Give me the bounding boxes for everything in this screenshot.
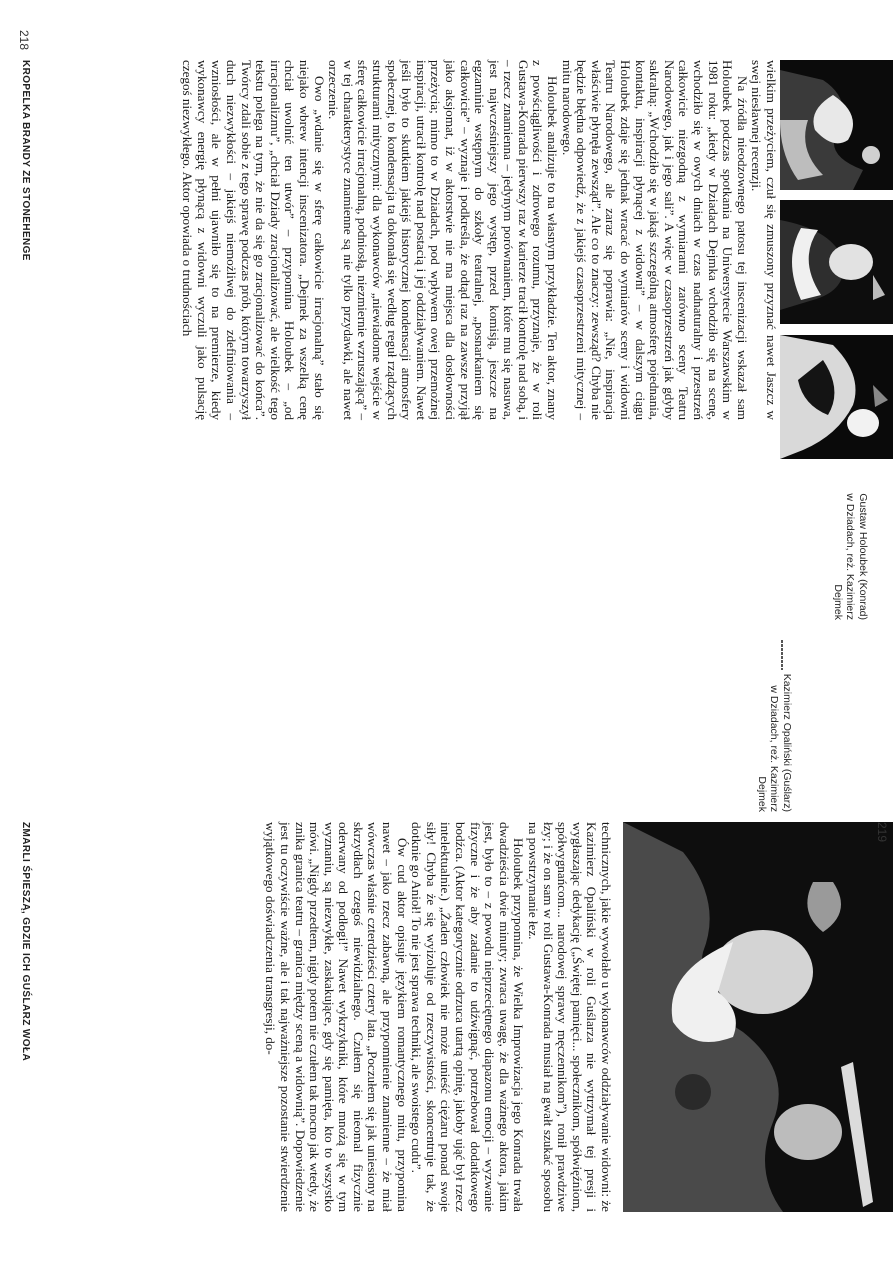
- photo-holoubek-2: [780, 200, 893, 324]
- caption-line: Dejmek: [832, 584, 844, 620]
- caption-line: Dejmek: [756, 776, 768, 812]
- photo-holoubek-3: [780, 335, 893, 459]
- running-head: KROPELKA BRANDY ZE STONEHENGE: [20, 60, 31, 261]
- left-page: [0, 0, 893, 631]
- photo-holoubek-1: [780, 60, 893, 190]
- page-number: 218: [17, 30, 31, 51]
- caption-line: Kazimierz Opaliński (Guślarz): [781, 673, 793, 812]
- paragraph: technicznych, jakie wywołało u wykonawców oddziaływanie widowni: że Kazimierz Opaliński w roli Guślarza nie wytrzymał tej presji i wygłaszając dedykację („Świętej pamięci... społecznikom, spółwięźniom, spółwygnańcom... narodowej sprawy męczennikom”), ronił prawdziwe łzy; i że on sam w roli Gustawa-Konrada musiał na gwałt szukać sposobu na powstrzymanie łez.: [526, 822, 614, 1212]
- paragraph: Ów cud aktor opisuje językiem romantycznego mitu, przypomina nawet – jako rzecz zabawną, ale przypomnienie znamienne – że miał wówczas właśnie czterdzieści cztery lata. „Poczułem się jak uniesiony na skrzydłach czegoś niewidzialnego. Czułem się nieomal fizycznie oderwany od podłogi!” Nawet wykrzykniki, które mnożą się w tym wyznaniu, są niezwykłe, zaskakujące, gdy się pamięta, kto to wszystko mówi. „Nigdy przedtem, nigdy potem nie czułem tak mocno jak wtedy, że znika granica teatru – granica między sceną a widownią”. Dopowiedzenie jest tu oczywiście ważne, ale i tak najważniejsze pozostanie stwierdzenie wyjątkowego doświadczenia transgresji, do-: [263, 822, 410, 1212]
- paragraph: wielkim przeżyciem, czuł się zmuszony przyznać nawet Jaszcz w swej niesławnej recenzji.: [749, 60, 779, 420]
- paragraph: Owo „wdanie się w sferę całkowicie irracjonalną” stało się niejako wbrew intencji inscenizatora. „Dejmek za wszelką cenę chciał uwolnić ten utwór” – przypomina Holoubek – „od irracjonalizmu”, „chciał Dziady zracjonalizować, ale wielkość tego tekstu polega na tym, że nie da się go zracjonalizować do końca”. Twórcy zdali sobie z tego sprawę podczas prób, którym towarzyszył duch niezwykłości – jakiejś niemożliwej do zdefiniowania – wzniosłości, ale w pełni ujawniło się to na premierze, kiedy wykonawcy energię płynącą z widowni wyczuli jako pulsację czegoś niezwykłego. Aktor opowiada o trudnościach: [180, 60, 327, 420]
- right-page: [0, 632, 893, 1263]
- paragraph: Holoubek analizuje to na własnym przykładzie. Ten aktor, znany z powściągliwości i zdrowego rozumu, przyznaje, że w roli Gustawa-Konrada pierwszy raz w karierze tracił kontrolę nad sobą, i – rzecz znamienna – jedynym porównaniem, które mu się nasuwa, jest najwcześniejszy jego występ, przed komisją, jeszcze na egzaminie wstępnym do szkoły teatralnej, „posnarkaniem się całkowicie” – wyznaje i podkreśla, że odtąd raz na zawsze przyjął jako aksjomat, iż w aktorstwie nie ma miejsca dla dosłowności przeżycia; mimo to w Dziadach, pod wpływem owej przemożnej inspiracji, utracił kontrolę nad postacią i jej oddziaływaniem. Nawet jeśli było to skutkiem jakiejś historycznej kondensacji atmosfery społecznej, to kondensacja ta dokonała się według reguł rządzących strukturami mitycznymi: dla wykonawców „niewiadome wejście w sferę całkowicie irracjonalną, podniosłą, niezmiernie wzruszającą” – w tej charakterystyce znamienne są nie tylko przydawki, ale nawet orzeczenie.: [326, 60, 561, 420]
- paragraph: Na źródła nieodzownego patosu tej inscenizacji wskazał sam Holoubek podczas spotkania na Uniwersytecie Warszawskim w 1981 roku: „kiedy w Dziadach Dejmka wchodziło się na scenę, wchodziło się w owych dniach w czas nadnaturalny i przestrzeń całkowicie niezgodną z wymiarami zarówno sceny Teatru Narodowego, jak i jego sali”. A więc w czasoprzestrzeń jak gdyby sakralną: „Wchodziło się w jakąś szczególną atmosferę pojednania, kontaktu, inspiracji płynącej z widowni” – w dalszym ciągu Holoubek zdaje się jednak wracać do wymiarów sceny i widowni Teatru Narodowego, ale zaraz się poprawia: „Nie, inspiracja właściwie płynęła zewsząd”. Ale co to znaczy: zewsząd? Chyba nie będzie błędna odpowiedź, że z jakiejś czasoprzestrzeni mitycznej – mitu narodowego.: [559, 60, 750, 420]
- page-number: 219: [875, 822, 889, 843]
- photo-caption: [756, 642, 794, 812]
- caption-line: Gustaw Holoubek (Konrad): [857, 493, 869, 620]
- caption-line: w Dziadach, reż. Kazimierz: [844, 493, 857, 620]
- photo-caption: [832, 470, 870, 620]
- running-head: ZMARLI ŚPIESZĄ, GDZIE ICH GUŚLARZ WOŁA: [20, 822, 31, 1062]
- text-column: [40, 60, 778, 420]
- caption-line: w Dziadach, reż. Kazimierz: [768, 685, 781, 812]
- photo-guslarz: [623, 822, 893, 1212]
- text-column: [43, 822, 613, 1212]
- paragraph: Holoubek przypomina, że Wielka Improwizacja jego Konrada trwała dwadzieścia dwie minuty; zwraca uwagę, że dla ważnego aktora, jakim jest, było to – z powodu nieprzeciętnego diapazonu emocji – wyzwanie fizyczne i że aby zadanie to udźwignąć, potrzebował dodatkowego bodźca. (Aktor kategorycznie odrzuca utartą opinię, jakoby ująć był rzecz intelektualnie.) „Żaden człowiek nie może unieść ciężaru ponad swoje siły! Chyba że się wyizoluje od rzeczywistości, skoncentruje tak, że dotknie go Anioł! To nie jest sprawa techniki, ale swoistego cudu”.: [409, 822, 527, 1212]
